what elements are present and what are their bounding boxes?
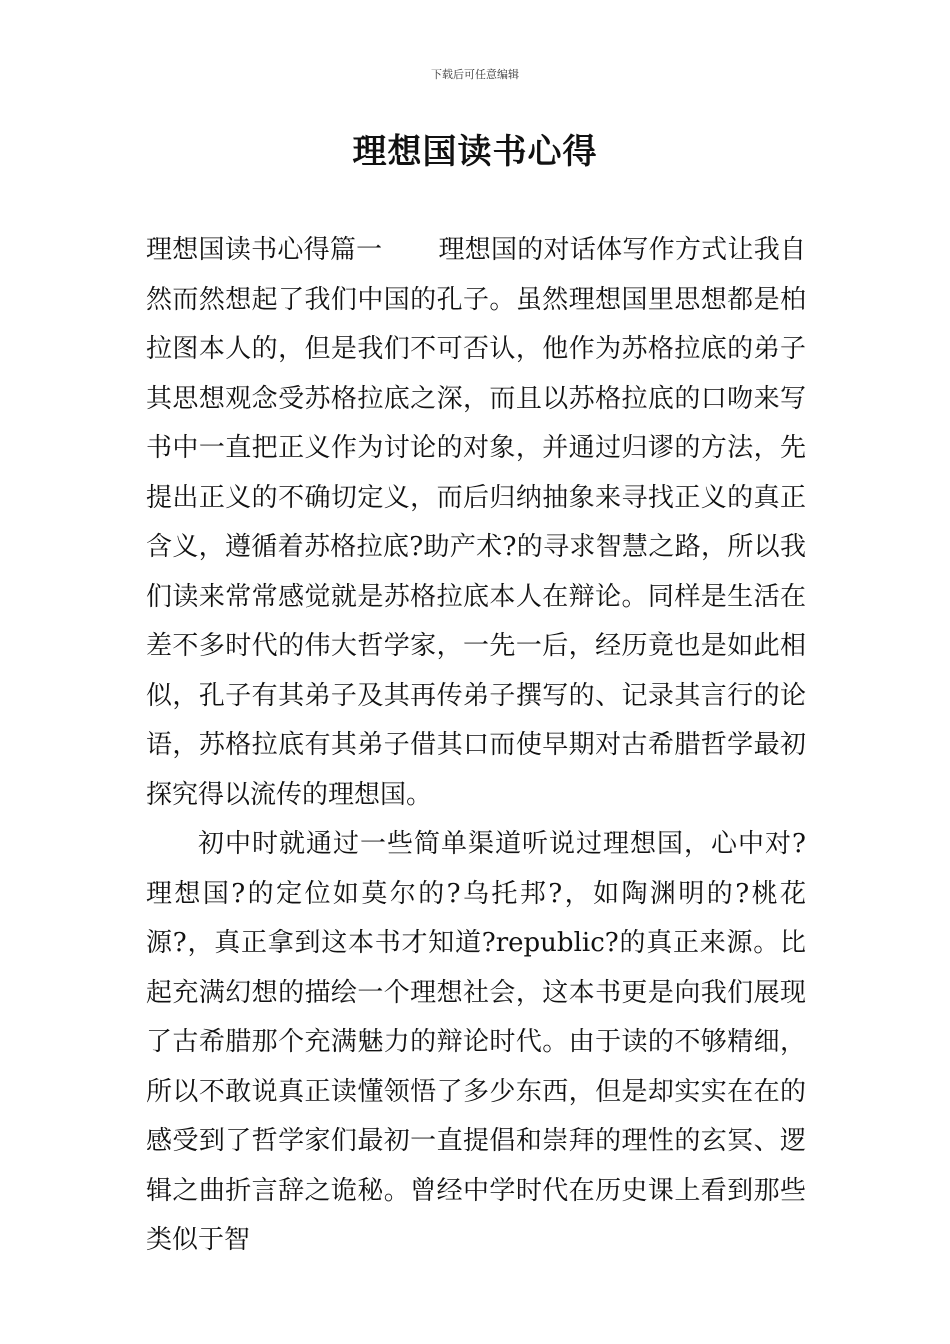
paragraph-1 [146, 226, 806, 820]
paragraph-1-text: 理想国的对话体写作方式让我自然而然想起了我们中国的孔子。虽然理想国里思想都是柏拉图本人的，但是我们不可否认，他作为苏格拉底的弟子其思想观念受苏格拉底之深，而且以苏格拉底的口吻来写书中一直把正义作为讨论的对象，并通过归谬的方法，先提出正义的不确切定义，而后归纳抽象来寻找正义的真正含义，遵循着苏格拉底?助产术?的寻求智慧之路，所以我们读来常常感觉就是苏格拉底本人在辩论。同样是生活在差不多时代的伟大哲学家，一先一后，经历竟也是如此相似，孔子有其弟子及其再传弟子撰写的、记录其言行的论语，苏格拉底有其弟子借其口而使早期对古希腊哲学最初探究得以流传的理想国。 [146, 235, 806, 810]
paragraph-2: 初中时就通过一些简单渠道听说过理想国，心中对?理想国?的定位如莫尔的?乌托邦?，如陶渊明的?桃花源?，真正拿到这本书才知道?republic?的真正来源。比起充满幻想的描绘一个理想社会，这本书更是向我们展现了古希腊那个充满魅力的辩论时代。由于读的不够精细，所以不敢说真正读懂领悟了多少东西，但是却实实在在的感受到了哲学家们最初一直提倡和崇拜的理性的玄冥、逻辑之曲折言辞之诡秘。曾经中学时代在历史课上看到那些类似于智 [146, 829, 806, 1255]
header-note: 下载后可任意编辑 [431, 68, 519, 81]
section-label: 理想国读书心得篇一 [146, 235, 383, 265]
document-body [146, 226, 806, 1266]
document-title: 理想国读书心得 [352, 132, 598, 172]
